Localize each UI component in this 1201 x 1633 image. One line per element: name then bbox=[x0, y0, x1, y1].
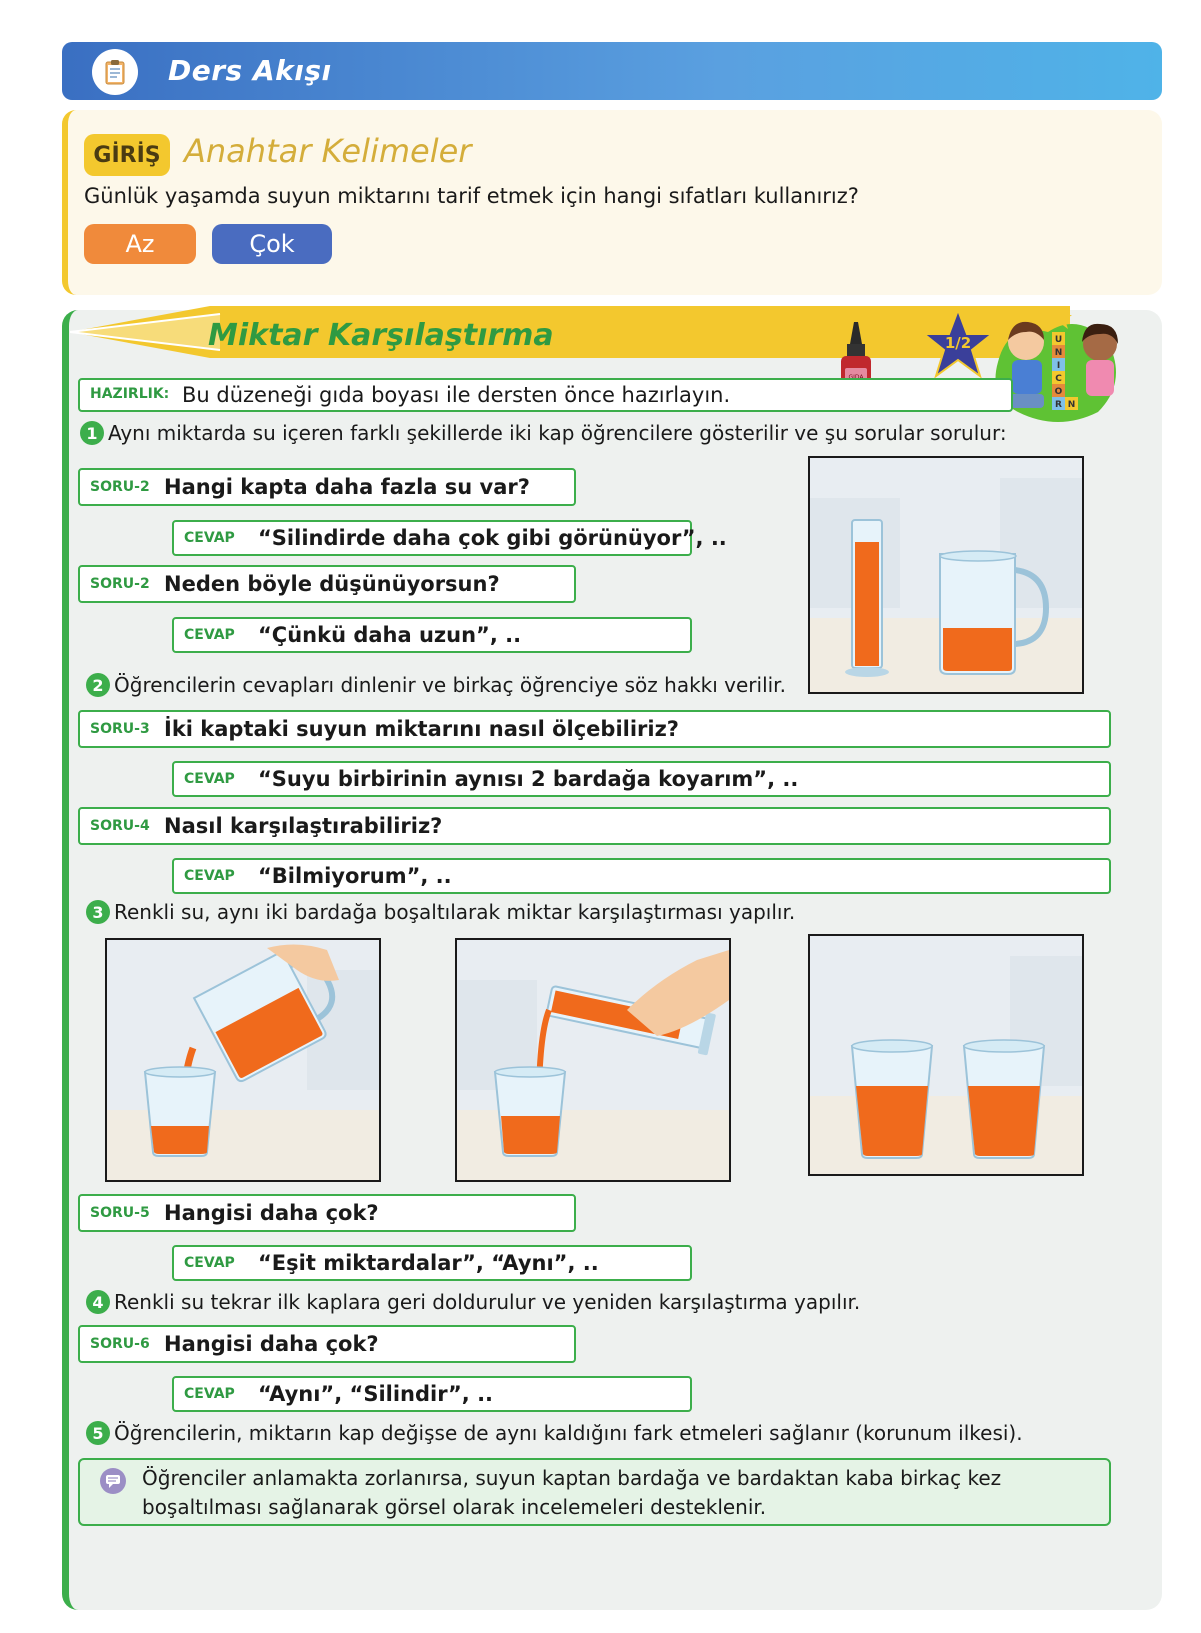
question-box bbox=[78, 710, 1111, 748]
answer-box bbox=[172, 858, 1111, 894]
header-title: Ders Akışı bbox=[168, 54, 332, 87]
answer-text: “Bilmiyorum”, .. bbox=[258, 864, 452, 888]
block-letter-5: O bbox=[1054, 387, 1063, 397]
step-number: 3 bbox=[86, 900, 110, 924]
answer-text: “Suyu birbirinin aynısı 2 bardağa koyarım”, .. bbox=[258, 767, 799, 791]
question-text: Hangi kapta daha fazla su var? bbox=[164, 475, 530, 499]
answer-box bbox=[172, 761, 1111, 797]
word-chip-az: Az bbox=[84, 224, 196, 264]
pouring-from-jug-image bbox=[105, 938, 381, 1182]
clipboard-icon bbox=[92, 49, 138, 95]
intro-section bbox=[62, 110, 1162, 295]
step-5 bbox=[86, 1421, 1023, 1445]
question-label: SORU-5 bbox=[90, 1205, 150, 1221]
step-text: Öğrencilerin, miktarın kap değişse de aynı kaldığını fark etmeleri sağlanır (korunum ilkesi). bbox=[114, 1421, 1023, 1445]
question-text: Hangisi daha çok? bbox=[164, 1332, 379, 1356]
two-equal-cups-image bbox=[808, 934, 1084, 1176]
step-text: Aynı miktarda su içeren farklı şekillerde iki kap öğrencilere gösterilir ve şu sorular sorulur: bbox=[108, 421, 1007, 445]
step-number: 1 bbox=[80, 421, 104, 445]
block-letter-3: I bbox=[1056, 361, 1061, 371]
answer-box bbox=[172, 1245, 692, 1281]
question-text: Neden böyle düşünüyorsun? bbox=[164, 572, 500, 596]
question-box bbox=[78, 565, 576, 603]
step-4 bbox=[86, 1290, 860, 1314]
answer-box bbox=[172, 1376, 692, 1412]
question-label: SORU-2 bbox=[90, 576, 150, 592]
note-text: Öğrenciler anlamakta zorlanırsa, suyun kaptan bardağa ve bardaktan kaba birkaç kez boşaltılması sağlanarak görsel olarak incelemeleri desteklenir. bbox=[142, 1466, 1002, 1519]
step-text: Öğrencilerin cevapları dinlenir ve birkaç öğrenciye söz hakkı verilir. bbox=[114, 673, 786, 697]
answer-label: CEVAP bbox=[184, 771, 235, 787]
block-letter-7: N bbox=[1067, 400, 1076, 410]
question-text: Hangisi daha çok? bbox=[164, 1201, 379, 1225]
preparation-box bbox=[78, 378, 1013, 412]
step-number: 4 bbox=[86, 1290, 110, 1314]
answer-label: CEVAP bbox=[184, 868, 235, 884]
kids-playing-blocks-illustration bbox=[988, 302, 1130, 432]
word-chip-cok: Çok bbox=[212, 224, 332, 264]
answer-text: “Silindirde daha çok gibi görünüyor”, .. bbox=[258, 526, 727, 550]
answer-label: CEVAP bbox=[184, 1386, 235, 1402]
lesson-flow-header bbox=[62, 42, 1162, 100]
step-3 bbox=[86, 900, 795, 924]
block-letter-1: U bbox=[1054, 335, 1063, 345]
question-label: SORU-6 bbox=[90, 1336, 150, 1352]
step-text: Renkli su, aynı iki bardağa boşaltılarak miktar karşılaştırması yapılır. bbox=[114, 900, 796, 924]
preparation-label: HAZIRLIK: bbox=[90, 386, 170, 402]
section-title: Miktar Karşılaştırma bbox=[208, 318, 554, 353]
question-label: SORU-4 bbox=[90, 818, 150, 834]
step-1 bbox=[80, 421, 1007, 445]
question-text: Nasıl karşılaştırabiliriz? bbox=[164, 814, 443, 838]
step-number: 2 bbox=[86, 673, 110, 697]
intro-question: Günlük yaşamda suyun miktarını tarif etmek için hangi sıfatları kullanırız? bbox=[84, 184, 859, 208]
block-letter-4: C bbox=[1055, 374, 1062, 384]
step-2 bbox=[86, 673, 786, 697]
speech-bubble-icon bbox=[100, 1468, 126, 1494]
answer-text: “Aynı”, “Silindir”, .. bbox=[258, 1382, 494, 1406]
intro-title: Anahtar Kelimeler bbox=[184, 132, 472, 170]
block-letter-6: R bbox=[1055, 400, 1062, 410]
answer-text: “Çünkü daha uzun”, .. bbox=[258, 623, 522, 647]
star-badge-text: 1/2 bbox=[944, 334, 972, 352]
cylinder-and-jug-image bbox=[808, 456, 1084, 694]
intro-badge: GİRİŞ bbox=[84, 134, 170, 176]
answer-label: CEVAP bbox=[184, 530, 235, 546]
preparation-text: Bu düzeneği gıda boyası ile dersten önce hazırlayın. bbox=[182, 383, 731, 407]
step-number: 5 bbox=[86, 1421, 110, 1445]
answer-box bbox=[172, 617, 692, 653]
question-label: SORU-2 bbox=[90, 479, 150, 495]
answer-box bbox=[172, 520, 727, 556]
question-box bbox=[78, 1194, 576, 1232]
question-box bbox=[78, 807, 1111, 845]
answer-label: CEVAP bbox=[184, 627, 235, 643]
step-text: Renkli su tekrar ilk kaplara geri doldurulur ve yeniden karşılaştırma yapılır. bbox=[114, 1290, 861, 1314]
block-letter-2: N bbox=[1054, 348, 1063, 358]
pouring-from-cylinder-image bbox=[455, 938, 731, 1182]
answer-label: CEVAP bbox=[184, 1255, 235, 1271]
question-label: SORU-3 bbox=[90, 721, 150, 737]
question-box bbox=[78, 468, 576, 506]
answer-text: “Eşit miktardalar”, “Aynı”, .. bbox=[258, 1251, 599, 1275]
question-box bbox=[78, 1325, 576, 1363]
teacher-note bbox=[78, 1458, 1111, 1526]
question-text: İki kaptaki suyun miktarını nasıl ölçebiliriz? bbox=[164, 717, 679, 741]
